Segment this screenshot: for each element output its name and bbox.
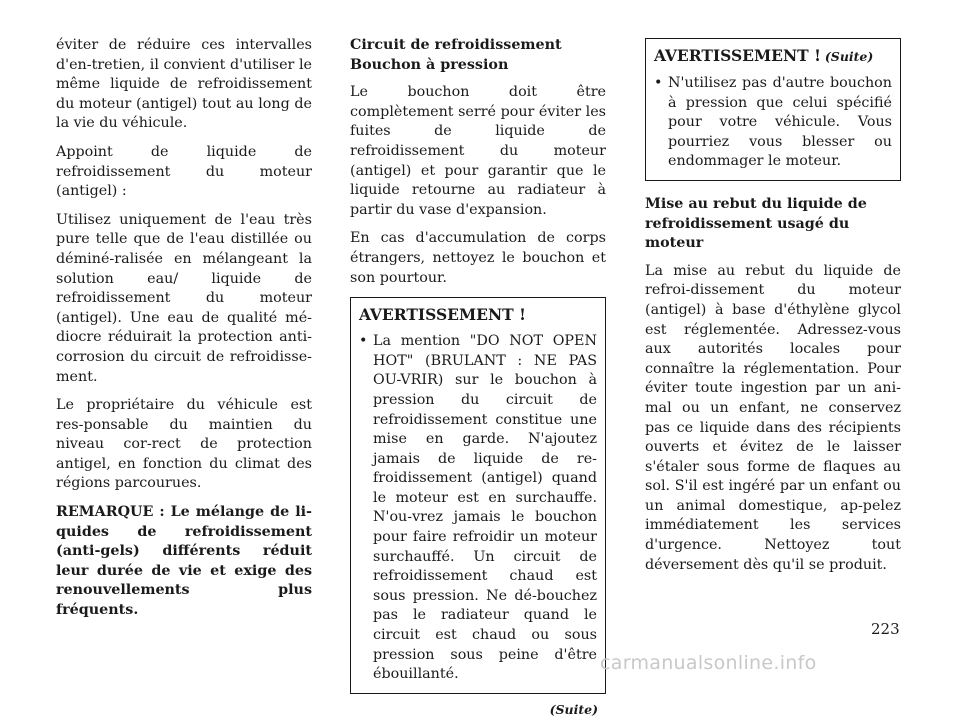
column-left xyxy=(56,36,312,630)
warning-list-continued xyxy=(654,74,892,172)
paragraph-owner-responsibility: Le propriétaire du véhicule est res-ponsable du maintien du niveau cor-rect de protection antigel, en fonction du climat des régions parcourues. xyxy=(56,397,312,492)
heading-line-2: refroidissement usagé du moteur xyxy=(645,215,850,252)
page-number: 223 xyxy=(871,620,900,638)
warning-title-continued xyxy=(654,45,892,68)
warning-suite-label: (Suite) xyxy=(824,49,874,64)
heading-line-2: Bouchon à pression xyxy=(350,56,509,73)
warning-box-hot-cap xyxy=(350,297,606,694)
continued-label: (Suite) xyxy=(549,701,598,717)
watermark-text: carmanualsonline.info xyxy=(600,652,817,674)
paragraph-intervals: éviter de réduire ces intervalles d'en-tretien, il convient d'utiliser le même liquide de refroidissement du moteur (antigel) tout au long de la vie du véhicule. xyxy=(56,37,312,132)
section-heading-pressure-cap xyxy=(350,36,606,75)
warning-box-continued xyxy=(645,38,901,181)
paragraph-disposal: La mise au rebut du liquide de refroi-dissement du moteur (antigel) à base d'éthylène glycol est réglementée. Adressez-vous aux autorités locales pour connaître la réglementation. Pour éviter toute ingestion par un ani-mal ou un enfant, ne conservez pas ce liquide dans des récipients ouverts et évitez de le laisser s'étaler sous forme de flaques au sol. S'il est ingéré par un enfant ou un animal domestique, ap-pelez immédiatement les services d'urgence. Nettoyez tout déversement dès qu'il se produit. xyxy=(645,262,901,573)
paragraph-clean-cap: En cas d'accumulation de corps étrangers, nettoyez le bouchon et son pourtour. xyxy=(350,230,606,286)
warning-item xyxy=(359,332,597,685)
warning-item xyxy=(654,74,892,172)
paragraph-cap-tight: Le bouchon doit être complètement serré pour éviter les fuites de liquide de refroidissement du moteur (antigel) et pour garantir que le liquide retourne au radiateur à partir du vase d'expansion. xyxy=(350,84,606,218)
column-middle xyxy=(350,36,606,719)
bullet-icon: • xyxy=(654,75,663,91)
paragraph-pure-water: Utilisez uniquement de l'eau très pure telle que de l'eau distillée ou déminé-ralisée en mélangeant la solution eau/ liquide de refroidissement du moteur (antigel). Une eau de qualité mé-diocre réduirait la protection anti-corrosion du circuit de refroidisse-ment. xyxy=(56,211,312,385)
heading-line-1: Circuit de refroidissement xyxy=(350,37,562,53)
note-coolant-mixing: REMARQUE : Le mélange de li-quides de refroidissement (anti-gels) différents réduit leur durée de vie et exige des renouvellements plus fréquents. xyxy=(56,504,312,619)
warning-item-text: La mention "DO NOT OPEN HOT" (BRULANT : NE PAS OU-VRIR) sur le bouchon à pression du circuit de refroidissement constitue une mise en garde. N'ajoutez jamais de liquide de re-froidissement (antigel) quand le moteur est en surchauffe. N'ou-vrez jamais le bouchon pour faire refroidir un moteur surchauffé. Un circuit de refroidissement chaud est sous pression. Ne dé-bouchez pas le radiateur quand le circuit est chaud ou sous pression sous peine d'être ébouillanté. xyxy=(373,333,597,683)
warning-title: AVERTISSEMENT ! xyxy=(359,305,526,325)
paragraph-coolant-topup: Appoint de liquide de refroidissement du moteur (antigel) : xyxy=(56,143,312,200)
bullet-icon: • xyxy=(359,333,368,350)
heading-line-1: Mise au rebut du liquide de xyxy=(645,195,867,212)
warning-title-text: AVERTISSEMENT ! xyxy=(654,46,821,65)
section-heading-disposal xyxy=(645,195,901,254)
warning-list xyxy=(359,332,597,685)
warning-item-text: N'utilisez pas d'autre bouchon à pression que celui spécifié pour votre véhicule. Vous pourriez vous blesser ou endommager le moteur. xyxy=(668,75,892,170)
column-right xyxy=(645,36,901,584)
